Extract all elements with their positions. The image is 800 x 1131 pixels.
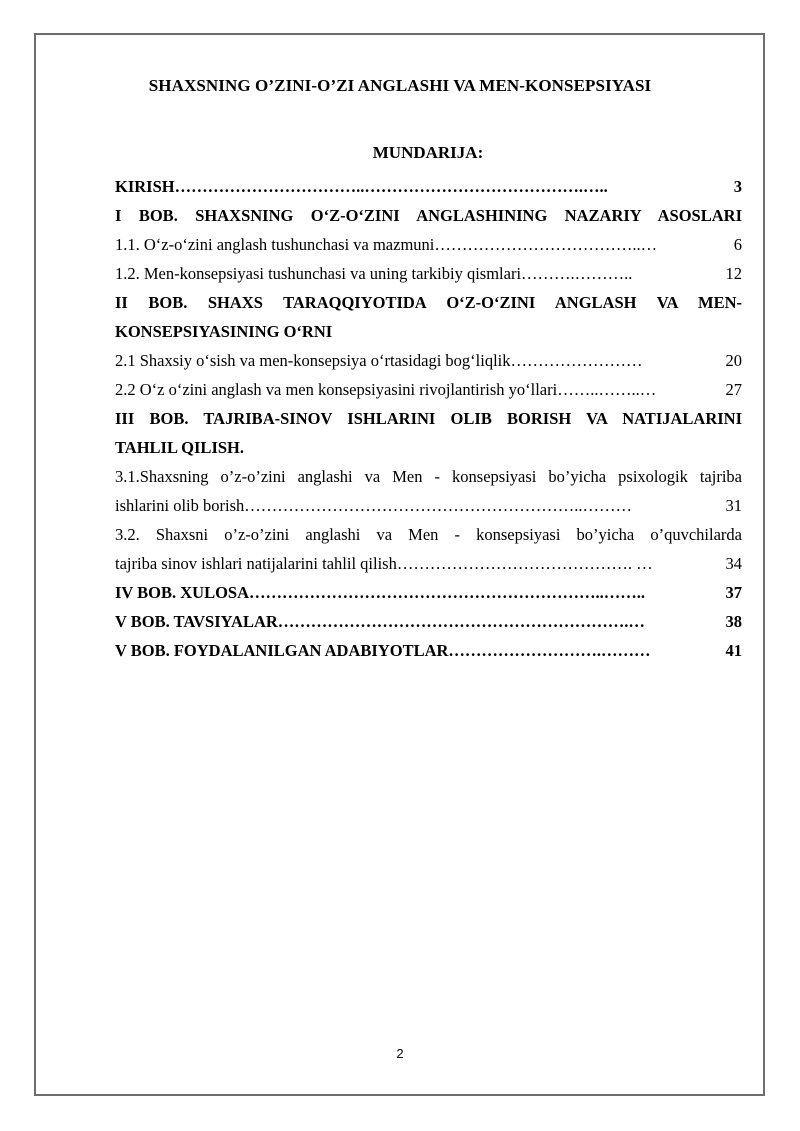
toc-entry-label: tajriba sinov ishlari natijalarini tahlil qilish (115, 554, 397, 573)
toc-entry-section-3-2-cont (115, 549, 742, 578)
toc-entry-label: KIRISH (115, 177, 175, 196)
toc-entry-chapter-3: III BOB. TAJRIBA-SINOV ISHLARINI OLIB BORISH VA NATIJALARINI (115, 409, 742, 428)
toc-page-number: 37 (725, 583, 742, 602)
toc-entry-label: 2.1 Shaxsiy o‘sish va men-konsepsiya o‘rtasidagi bog‘liqlik (115, 351, 511, 370)
toc-entry-label: 2.2 O‘z o‘zini anglash va men konsepsiyasini rivojlantirish yo‘llari (115, 380, 558, 399)
toc-leader-dots: ………………………………..… (434, 235, 658, 254)
toc-entry-conclusion (115, 578, 742, 607)
toc-heading: MUNDARIJA: (372, 143, 484, 162)
toc-entry-label: 1.2. Men-konsepsiyasi tushunchasi va uning tarkibiy qismlari (115, 264, 522, 283)
toc-leader-dots: ……………………….……… (448, 641, 651, 660)
toc-leader-dots: ……………………………..………………………………….….. (174, 177, 608, 196)
table-of-contents (115, 172, 742, 665)
toc-entry-label: 1.1. O‘z-o‘zini anglash tushunchasi va mazmuni (115, 235, 435, 254)
toc-leader-dots: ……………………………………. … (396, 554, 653, 573)
toc-leader-dots: …………………… (510, 351, 643, 370)
toc-entry-section-3-1-cont (115, 491, 742, 520)
toc-entry-label: V BOB. TAVSIYALAR (115, 612, 278, 631)
toc-entry-chapter-2-cont: KONSEPSIYASINING O‘RNI (115, 322, 333, 341)
toc-entry-references (115, 636, 742, 665)
toc-leader-dots: ………………………………………………………..…….. (249, 583, 646, 602)
toc-entry-section-2-2 (115, 375, 742, 404)
toc-page-number: 41 (725, 641, 742, 660)
page-number: 2 (396, 1046, 404, 1061)
toc-page-number: 27 (725, 380, 742, 399)
toc-page-number: 31 (725, 496, 742, 515)
toc-entry-label: ishlarini olib borish (115, 496, 245, 515)
toc-leader-dots: ……..……..… (557, 380, 657, 399)
toc-entry-recommendations (115, 607, 742, 636)
toc-entry-section-1-2 (115, 259, 742, 288)
toc-page-number: 20 (725, 351, 742, 370)
toc-entry-label: IV BOB. XULOSA (115, 583, 250, 602)
toc-page-number: 38 (725, 612, 742, 631)
toc-page-number: 34 (725, 554, 742, 573)
toc-leader-dots: ……………………………………………………..……… (244, 496, 632, 515)
toc-entry-section-3-2: 3.2. Shaxsni o’z-o’zini anglashi va Men - konsepsiyasi bo’yicha o’quvchilarda (115, 525, 742, 544)
toc-page-number: 6 (733, 235, 742, 254)
toc-entry-section-1-1 (115, 230, 742, 259)
toc-entry-label: V BOB. FOYDALANILGAN ADABIYOTLAR (115, 641, 449, 660)
toc-entry-chapter-1: I BOB. SHAXSNING O‘Z-O‘ZINI ANGLASHINING NAZARIY ASOSLARI (115, 206, 742, 225)
toc-entry-section-3-1: 3.1.Shaxsning o’z-o’zini anglashi va Men - konsepsiyasi bo’yicha psixologik tajriba (115, 467, 742, 486)
toc-page-number: 12 (725, 264, 742, 283)
toc-page-number: 3 (733, 177, 742, 196)
toc-entry-introduction (115, 172, 742, 201)
toc-entry-chapter-2: II BOB. SHAXS TARAQQIYOTIDA O‘Z-O‘ZINI ANGLASH VA MEN- (115, 293, 742, 312)
document-title: SHAXSNING O’ZINI-O’ZI ANGLASHI VA MEN-KONSEPSIYASI (148, 76, 652, 95)
toc-leader-dots: ……………………………………………………….… (277, 612, 645, 631)
toc-leader-dots: ……….……….. (521, 264, 633, 283)
toc-entry-chapter-3-cont: TAHLIL QILISH. (115, 438, 244, 457)
toc-entry-section-2-1 (115, 346, 742, 375)
